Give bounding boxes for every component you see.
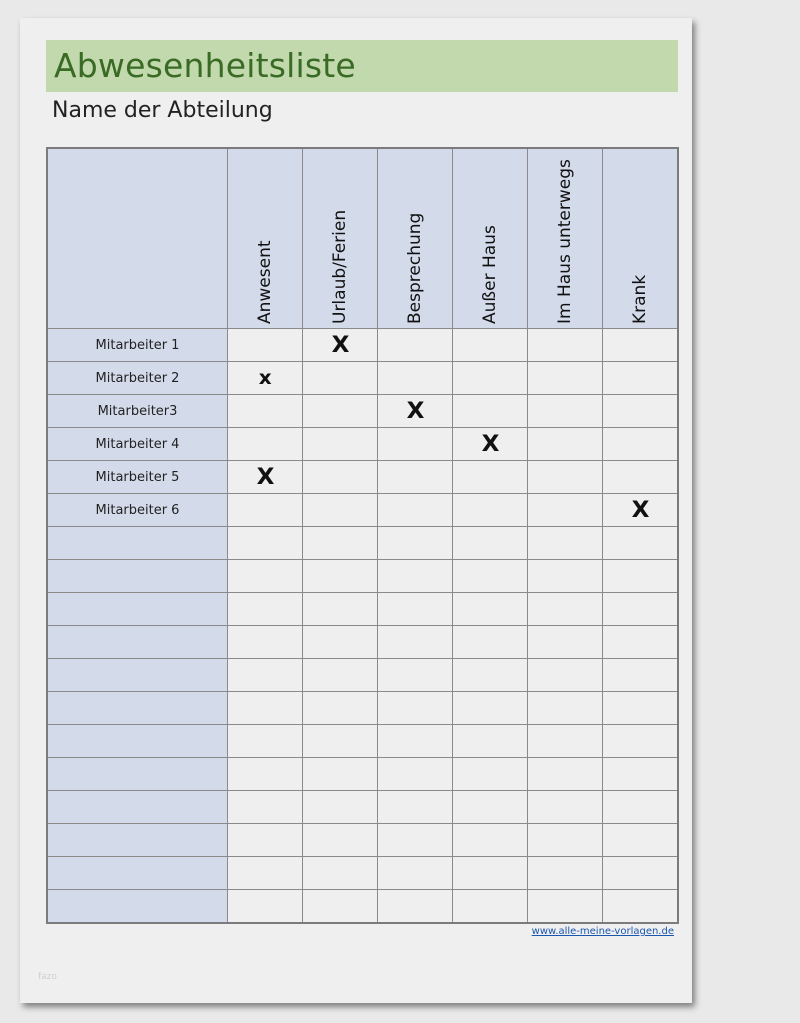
header-row bbox=[47, 148, 678, 329]
table-row bbox=[47, 824, 678, 857]
employee-name-cell[interactable] bbox=[47, 725, 228, 758]
table-row bbox=[47, 362, 678, 395]
status-cell[interactable] bbox=[228, 692, 303, 725]
status-cell[interactable] bbox=[228, 494, 303, 527]
status-cell[interactable] bbox=[453, 725, 528, 758]
status-cell[interactable] bbox=[528, 494, 603, 527]
employee-name-cell[interactable] bbox=[47, 593, 228, 626]
column-header bbox=[453, 148, 528, 329]
status-cell[interactable] bbox=[528, 890, 603, 924]
status-cell[interactable] bbox=[378, 362, 453, 395]
column-header bbox=[228, 148, 303, 329]
status-cell[interactable] bbox=[303, 758, 378, 791]
column-header bbox=[303, 148, 378, 329]
employee-name-cell[interactable] bbox=[47, 857, 228, 890]
status-cell[interactable] bbox=[453, 560, 528, 593]
employee-name-cell[interactable]: Mitarbeiter 6 bbox=[47, 494, 228, 527]
status-cell[interactable] bbox=[378, 395, 453, 428]
table-row bbox=[47, 659, 678, 692]
employee-name-cell[interactable] bbox=[47, 692, 228, 725]
employee-name-cell[interactable] bbox=[47, 824, 228, 857]
faint-mark: fazo bbox=[38, 972, 57, 982]
employee-name-cell[interactable] bbox=[47, 890, 228, 924]
status-cell[interactable] bbox=[228, 527, 303, 560]
status-cell[interactable] bbox=[228, 890, 303, 924]
status-cell[interactable] bbox=[303, 791, 378, 824]
status-cell[interactable] bbox=[528, 857, 603, 890]
status-cell[interactable] bbox=[378, 791, 453, 824]
status-cell[interactable] bbox=[303, 857, 378, 890]
status-cell[interactable] bbox=[453, 527, 528, 560]
status-cell[interactable] bbox=[453, 857, 528, 890]
employee-name-cell[interactable] bbox=[47, 758, 228, 791]
status-cell[interactable] bbox=[228, 461, 303, 494]
status-cell[interactable] bbox=[453, 791, 528, 824]
status-cell[interactable] bbox=[453, 494, 528, 527]
status-cell[interactable] bbox=[378, 758, 453, 791]
table-row bbox=[47, 329, 678, 362]
status-cell[interactable] bbox=[378, 560, 453, 593]
status-cell[interactable] bbox=[603, 626, 679, 659]
corner-cell bbox=[47, 148, 228, 329]
status-cell[interactable] bbox=[603, 824, 679, 857]
status-cell[interactable] bbox=[378, 626, 453, 659]
status-cell[interactable] bbox=[228, 560, 303, 593]
employee-name-cell[interactable]: Mitarbeiter 1 bbox=[47, 329, 228, 362]
status-cell[interactable] bbox=[378, 329, 453, 362]
status-cell[interactable] bbox=[378, 692, 453, 725]
column-header-label: Im Haus unterwegs bbox=[555, 159, 575, 324]
status-cell[interactable] bbox=[603, 857, 679, 890]
status-cell[interactable] bbox=[303, 593, 378, 626]
table-row bbox=[47, 494, 678, 527]
status-cell[interactable] bbox=[228, 659, 303, 692]
employee-name-cell[interactable] bbox=[47, 560, 228, 593]
status-cell[interactable] bbox=[528, 527, 603, 560]
column-header bbox=[528, 148, 603, 329]
status-cell[interactable] bbox=[603, 329, 679, 362]
status-cell[interactable] bbox=[603, 560, 679, 593]
column-header-label: Besprechung bbox=[405, 212, 425, 324]
employee-name-cell[interactable]: Mitarbeiter 4 bbox=[47, 428, 228, 461]
table-body bbox=[47, 329, 678, 924]
status-mark: X bbox=[631, 497, 649, 523]
table-row bbox=[47, 692, 678, 725]
status-cell[interactable] bbox=[303, 329, 378, 362]
table-row bbox=[47, 857, 678, 890]
status-cell[interactable] bbox=[603, 659, 679, 692]
status-cell[interactable] bbox=[303, 494, 378, 527]
status-cell[interactable] bbox=[603, 692, 679, 725]
column-header-label: Urlaub/Ferien bbox=[330, 209, 350, 324]
status-cell[interactable] bbox=[603, 758, 679, 791]
status-mark: x bbox=[258, 367, 272, 389]
status-cell[interactable] bbox=[228, 593, 303, 626]
table-row bbox=[47, 593, 678, 626]
employee-name-cell[interactable] bbox=[47, 659, 228, 692]
table-row bbox=[47, 527, 678, 560]
status-cell[interactable] bbox=[378, 527, 453, 560]
status-cell[interactable] bbox=[603, 362, 679, 395]
absence-table bbox=[46, 147, 679, 924]
table-row bbox=[47, 626, 678, 659]
status-cell[interactable] bbox=[528, 560, 603, 593]
status-cell[interactable] bbox=[453, 329, 528, 362]
status-cell[interactable] bbox=[603, 725, 679, 758]
department-name: Name der Abteilung bbox=[52, 98, 273, 123]
status-cell[interactable] bbox=[603, 527, 679, 560]
status-mark: X bbox=[406, 398, 424, 424]
status-cell[interactable] bbox=[528, 626, 603, 659]
status-cell[interactable] bbox=[528, 659, 603, 692]
column-header-label: Anwesent bbox=[255, 240, 275, 324]
status-mark: X bbox=[481, 431, 499, 457]
employee-name-cell[interactable]: Mitarbeiter 5 bbox=[47, 461, 228, 494]
title-band bbox=[46, 40, 678, 92]
status-cell[interactable] bbox=[453, 659, 528, 692]
status-cell[interactable] bbox=[378, 494, 453, 527]
status-cell[interactable] bbox=[378, 725, 453, 758]
employee-name-cell[interactable] bbox=[47, 626, 228, 659]
table-row bbox=[47, 428, 678, 461]
employee-name-cell[interactable] bbox=[47, 527, 228, 560]
table-row bbox=[47, 560, 678, 593]
status-cell[interactable] bbox=[303, 626, 378, 659]
status-cell[interactable] bbox=[228, 791, 303, 824]
status-cell[interactable] bbox=[378, 824, 453, 857]
status-cell[interactable] bbox=[303, 725, 378, 758]
status-cell[interactable] bbox=[378, 428, 453, 461]
status-cell[interactable] bbox=[453, 824, 528, 857]
status-cell[interactable] bbox=[603, 395, 679, 428]
employee-name-cell[interactable]: Mitarbeiter 2 bbox=[47, 362, 228, 395]
status-mark: X bbox=[256, 464, 274, 490]
status-cell[interactable] bbox=[528, 461, 603, 494]
status-cell[interactable] bbox=[603, 890, 679, 924]
status-cell[interactable] bbox=[528, 362, 603, 395]
status-cell[interactable] bbox=[453, 626, 528, 659]
table-row bbox=[47, 395, 678, 428]
status-cell[interactable] bbox=[303, 395, 378, 428]
status-cell[interactable] bbox=[228, 626, 303, 659]
column-header-label: Außer Haus bbox=[480, 225, 500, 324]
status-cell[interactable] bbox=[228, 362, 303, 395]
status-cell[interactable] bbox=[453, 692, 528, 725]
status-cell[interactable] bbox=[378, 857, 453, 890]
status-cell[interactable] bbox=[303, 824, 378, 857]
status-cell[interactable] bbox=[228, 725, 303, 758]
status-cell[interactable] bbox=[453, 395, 528, 428]
status-cell[interactable] bbox=[303, 527, 378, 560]
status-cell[interactable] bbox=[528, 329, 603, 362]
status-mark: X bbox=[331, 332, 349, 358]
status-cell[interactable] bbox=[453, 593, 528, 626]
column-header bbox=[378, 148, 453, 329]
employee-name-cell[interactable] bbox=[47, 791, 228, 824]
status-cell[interactable] bbox=[528, 725, 603, 758]
status-cell[interactable] bbox=[303, 659, 378, 692]
status-cell[interactable] bbox=[453, 362, 528, 395]
table-row bbox=[47, 461, 678, 494]
status-cell[interactable] bbox=[378, 890, 453, 924]
column-header-label: Krank bbox=[630, 274, 650, 324]
table-row bbox=[47, 758, 678, 791]
status-cell[interactable] bbox=[453, 428, 528, 461]
status-cell[interactable] bbox=[528, 395, 603, 428]
status-cell[interactable] bbox=[303, 428, 378, 461]
status-cell[interactable] bbox=[528, 692, 603, 725]
column-header bbox=[603, 148, 679, 329]
footer-link[interactable]: www.alle-meine-vorlagen.de bbox=[531, 926, 674, 937]
status-cell[interactable] bbox=[603, 494, 679, 527]
status-cell[interactable] bbox=[528, 791, 603, 824]
status-cell[interactable] bbox=[528, 758, 603, 791]
page-title: Abwesenheitsliste bbox=[54, 46, 356, 85]
status-cell[interactable] bbox=[228, 395, 303, 428]
status-cell[interactable] bbox=[603, 461, 679, 494]
status-cell[interactable] bbox=[603, 593, 679, 626]
table-row bbox=[47, 791, 678, 824]
status-cell[interactable] bbox=[378, 461, 453, 494]
employee-name-cell[interactable]: Mitarbeiter3 bbox=[47, 395, 228, 428]
status-cell[interactable] bbox=[453, 461, 528, 494]
status-cell[interactable] bbox=[303, 461, 378, 494]
status-cell[interactable] bbox=[228, 824, 303, 857]
status-cell[interactable] bbox=[603, 791, 679, 824]
status-cell[interactable] bbox=[228, 428, 303, 461]
status-cell[interactable] bbox=[453, 758, 528, 791]
status-cell[interactable] bbox=[378, 593, 453, 626]
status-cell[interactable] bbox=[303, 362, 378, 395]
status-cell[interactable] bbox=[378, 659, 453, 692]
status-cell[interactable] bbox=[528, 428, 603, 461]
table-row bbox=[47, 725, 678, 758]
status-cell[interactable] bbox=[528, 824, 603, 857]
status-cell[interactable] bbox=[453, 890, 528, 924]
table-row bbox=[47, 890, 678, 924]
status-cell[interactable] bbox=[303, 560, 378, 593]
page-sheet bbox=[20, 18, 692, 1003]
status-cell[interactable] bbox=[603, 428, 679, 461]
status-cell[interactable] bbox=[528, 593, 603, 626]
status-cell[interactable] bbox=[228, 329, 303, 362]
status-cell[interactable] bbox=[303, 890, 378, 924]
status-cell[interactable] bbox=[228, 857, 303, 890]
status-cell[interactable] bbox=[303, 692, 378, 725]
status-cell[interactable] bbox=[228, 758, 303, 791]
